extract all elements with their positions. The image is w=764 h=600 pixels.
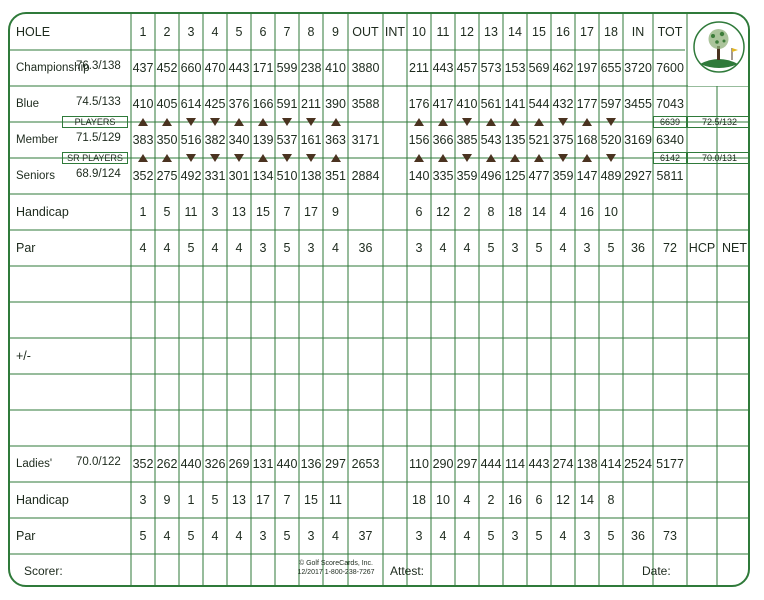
sr-players-combo-up-marker [138, 154, 148, 162]
member-back-value: 520 [600, 133, 622, 147]
sr-players-combo-down-marker [606, 154, 616, 162]
sr-players-combo-up-marker [534, 154, 544, 162]
players-combo-up-marker [258, 118, 268, 126]
ladies-handicap-front-value: 13 [232, 493, 246, 507]
championship-in: 3720 [624, 61, 652, 75]
championship-front-value: 410 [325, 61, 346, 75]
sr-players-combo-up-marker [162, 154, 172, 162]
ladies-front-value: 269 [228, 457, 250, 471]
blue-back-value: 141 [504, 97, 526, 111]
par-back-value: 4 [439, 241, 447, 255]
header-hole-number: 17 [580, 25, 594, 39]
ladies-par-front-value: 5 [139, 529, 147, 543]
sr-players-combo-yards: 6142 [653, 152, 687, 164]
championship-front-value: 238 [300, 61, 322, 75]
handicap-front-value: 11 [184, 205, 198, 219]
header-hole-number: 9 [332, 25, 339, 39]
ladies-front-value: 326 [204, 457, 226, 471]
attest-label: Attest: [390, 564, 425, 578]
blue-front-value: 390 [325, 97, 346, 111]
par-front-value: 3 [307, 241, 315, 255]
ladies-handicap-front-value: 3 [139, 493, 147, 507]
championship-front-value: 443 [228, 61, 250, 75]
header-hole-number: 16 [556, 25, 570, 39]
championship-tot: 7600 [656, 61, 684, 75]
ladies-par-tot: 73 [663, 529, 677, 543]
seniors-front-value: 510 [276, 169, 298, 183]
blue-back-value: 177 [576, 97, 598, 111]
par-row-label: Par [16, 241, 36, 255]
blue-back-value: 544 [528, 97, 550, 111]
header-hole-number: 14 [508, 25, 522, 39]
players-combo-down-marker [606, 118, 616, 126]
players-combo-up-marker [138, 118, 148, 126]
ladies-handicap-back-value: 6 [535, 493, 543, 507]
sr-players-combo-down-marker [210, 154, 220, 162]
member-front-value: 139 [252, 133, 274, 147]
ladies-front-value: 440 [180, 457, 202, 471]
ladies-handicap-back-value: 2 [487, 493, 495, 507]
players-combo-down-marker [462, 118, 472, 126]
ladies-front-value: 352 [132, 457, 154, 471]
par-back-value: 3 [511, 241, 519, 255]
par-front-value: 5 [187, 241, 195, 255]
ladies-front-value: 131 [252, 457, 274, 471]
championship-out: 3880 [351, 61, 380, 75]
par-in: 36 [631, 241, 645, 255]
ladies-par-back-value: 4 [439, 529, 447, 543]
players-combo-up-marker [331, 118, 341, 126]
handicap-front-value: 9 [332, 205, 339, 219]
ladies-back-value: 443 [528, 457, 550, 471]
ladies-par-front-value: 5 [283, 529, 291, 543]
ladies-par-back-value: 4 [463, 529, 471, 543]
par-net: NET [722, 241, 747, 255]
sr-players-combo-up-marker [438, 154, 448, 162]
seniors-back-value: 496 [480, 169, 502, 183]
blue-front-value: 405 [156, 97, 178, 111]
header-tot: TOT [657, 25, 683, 39]
member-back-value: 168 [576, 133, 598, 147]
seniors-front-value: 351 [325, 169, 346, 183]
championship-rating: 76.3/138 [76, 60, 121, 72]
blue-front-value: 211 [301, 97, 321, 111]
ladies-handicap-row-label: Handicap [16, 493, 69, 507]
championship-back-value: 462 [552, 61, 574, 75]
member-front-value: 383 [132, 133, 154, 147]
member-front-value: 382 [204, 133, 226, 147]
handicap-front-value: 7 [283, 205, 291, 219]
seniors-front-value: 301 [228, 169, 250, 183]
seniors-back-value: 335 [432, 169, 454, 183]
seniors-front-value: 138 [300, 169, 322, 183]
handicap-front-value: 1 [139, 205, 147, 219]
par-back-value: 3 [583, 241, 591, 255]
header-hole-number: 15 [532, 25, 546, 39]
ladies-handicap-front-value: 11 [329, 493, 342, 507]
par-hcp: HCP [688, 241, 716, 255]
seniors-front-value: 134 [252, 169, 274, 183]
players-combo-yards: 6639 [653, 116, 687, 128]
header-out: OUT [352, 25, 379, 39]
par-front-value: 4 [332, 241, 339, 255]
header-hole-number: 1 [139, 25, 147, 39]
ladies-back-value: 414 [600, 457, 622, 471]
ladies-par-front-value: 4 [163, 529, 171, 543]
copyright-line-1: © Golf ScoreCards, Inc. [298, 560, 374, 567]
par-front-value: 4 [211, 241, 219, 255]
sr-players-combo-down-marker [282, 154, 292, 162]
par-back-value: 3 [415, 241, 423, 255]
blue-tot: 7043 [656, 97, 684, 111]
players-combo-down-marker [210, 118, 220, 126]
ladies-handicap-back-value: 12 [556, 493, 570, 507]
member-front-value: 363 [325, 133, 346, 147]
member-back-value: 521 [528, 133, 550, 147]
players-combo-up-marker [234, 118, 244, 126]
championship-front-value: 171 [252, 61, 274, 75]
ladies-par-back-value: 5 [487, 529, 495, 543]
header-hole-number: 6 [259, 25, 267, 39]
ladies-par-row-label: Par [16, 529, 36, 543]
blue-in: 3455 [624, 97, 652, 111]
seniors-front-value: 492 [180, 169, 202, 183]
ladies-par-back-value: 5 [607, 529, 615, 543]
handicap-back-value: 4 [559, 205, 567, 219]
par-out: 36 [358, 241, 373, 255]
ladies-handicap-front-value: 5 [211, 493, 219, 507]
blue-back-value: 410 [456, 97, 478, 111]
sr-players-combo-down-marker [558, 154, 568, 162]
championship-back-value: 655 [600, 61, 622, 75]
header-in: IN [631, 25, 645, 39]
ladies-handicap-back-value: 8 [607, 493, 615, 507]
sr-players-combo-up-marker [414, 154, 424, 162]
seniors-back-value: 359 [456, 169, 478, 183]
ladies-handicap-front-value: 7 [283, 493, 291, 507]
blue-front-value: 166 [252, 97, 274, 111]
ladies-handicap-front-value: 15 [304, 493, 318, 507]
players-combo-up-marker [534, 118, 544, 126]
blue-back-value: 432 [552, 97, 574, 111]
seniors-in: 2927 [624, 169, 652, 183]
scorer-label: Scorer: [24, 564, 63, 578]
ladies-par-out: 37 [358, 529, 373, 543]
championship-back-value: 457 [456, 61, 478, 75]
seniors-front-value: 352 [132, 169, 154, 183]
member-out: 3171 [351, 133, 380, 147]
blue-rating: 74.5/133 [76, 96, 121, 108]
header-hole-number: 12 [460, 25, 474, 39]
member-back-value: 135 [504, 133, 526, 147]
seniors-back-value: 359 [552, 169, 574, 183]
par-back-value: 5 [607, 241, 615, 255]
blue-back-value: 561 [480, 97, 502, 111]
seniors-back-value: 147 [576, 169, 598, 183]
ladies-handicap-back-value: 16 [508, 493, 522, 507]
championship-back-value: 211 [409, 61, 429, 75]
seniors-back-value: 489 [600, 169, 622, 183]
handicap-back-value: 16 [580, 205, 594, 219]
sr-players-combo-rating: 70.0/131 [687, 152, 750, 164]
blue-out: 3588 [351, 97, 380, 111]
par-front-value: 4 [139, 241, 147, 255]
ladies-back-value: 110 [409, 457, 429, 471]
member-row-label: Member [16, 134, 59, 146]
handicap-back-value: 18 [508, 205, 522, 219]
seniors-front-value: 331 [204, 169, 226, 183]
member-front-value: 340 [228, 133, 250, 147]
par-back-value: 4 [463, 241, 471, 255]
ladies-row-label: Ladies' [16, 458, 53, 470]
handicap-back-value: 14 [532, 205, 546, 219]
copyright-notice [280, 559, 392, 577]
seniors-row-label: Seniors [16, 170, 55, 182]
blue-front-value: 614 [180, 97, 202, 111]
sr-players-combo-up-marker [582, 154, 592, 162]
sr-players-combo-down-marker [306, 154, 316, 162]
handicap-front-value: 5 [163, 205, 171, 219]
par-front-value: 4 [235, 241, 243, 255]
member-front-value: 161 [300, 133, 322, 147]
header-hole-number: 13 [484, 25, 498, 39]
course-logo [692, 20, 746, 74]
par-back-value: 5 [535, 241, 543, 255]
member-in: 3169 [624, 133, 652, 147]
header-hole-number: 2 [163, 25, 171, 39]
seniors-back-value: 125 [504, 169, 526, 183]
ladies-par-front-value: 5 [187, 529, 195, 543]
ladies-front-value: 136 [300, 457, 322, 471]
ladies-rating: 70.0/122 [76, 456, 121, 468]
ladies-par-front-value: 4 [211, 529, 219, 543]
member-front-value: 350 [156, 133, 178, 147]
ladies-par-back-value: 3 [415, 529, 423, 543]
header-hole-number: 8 [307, 25, 315, 39]
players-combo-up-marker [438, 118, 448, 126]
header-hole-number: 11 [436, 25, 450, 39]
ladies-par-back-value: 3 [583, 529, 591, 543]
seniors-rating: 68.9/124 [76, 168, 121, 180]
blue-front-value: 591 [276, 97, 298, 111]
member-back-value: 156 [408, 133, 430, 147]
seniors-tot: 5811 [656, 169, 684, 183]
handicap-back-value: 2 [463, 205, 471, 219]
blue-front-value: 376 [228, 97, 250, 111]
blue-back-value: 417 [432, 97, 454, 111]
ladies-par-back-value: 5 [535, 529, 543, 543]
ladies-front-value: 297 [325, 457, 346, 471]
championship-back-value: 569 [528, 61, 550, 75]
players-combo-down-marker [282, 118, 292, 126]
handicap-row-label: Handicap [16, 205, 69, 219]
handicap-front-value: 13 [232, 205, 246, 219]
ladies-out: 2653 [351, 457, 380, 471]
copyright-line-2: 12/2017 1-800-238-7267 [297, 569, 375, 576]
seniors-back-value: 477 [528, 169, 550, 183]
seniors-out: 2884 [351, 169, 380, 183]
header-hole-number: 4 [211, 25, 219, 39]
par-front-value: 4 [163, 241, 171, 255]
ladies-handicap-front-value: 1 [187, 493, 195, 507]
handicap-back-value: 8 [487, 205, 495, 219]
plus-minus-row-label: +/- [16, 349, 31, 363]
ladies-back-value: 138 [576, 457, 598, 471]
players-combo-up-marker [486, 118, 496, 126]
ladies-handicap-back-value: 10 [436, 493, 450, 507]
ladies-back-value: 290 [432, 457, 454, 471]
seniors-back-value: 140 [408, 169, 430, 183]
header-hole-label: HOLE [16, 25, 51, 39]
championship-back-value: 573 [480, 61, 502, 75]
ladies-handicap-back-value: 14 [580, 493, 594, 507]
sr-players-combo-down-marker [462, 154, 472, 162]
date-label: Date: [642, 564, 671, 578]
handicap-front-value: 15 [256, 205, 270, 219]
member-back-value: 385 [456, 133, 478, 147]
member-back-value: 543 [480, 133, 502, 147]
players-combo-up-marker [510, 118, 520, 126]
member-front-value: 537 [276, 133, 298, 147]
players-combo-rating: 72.5/132 [687, 116, 750, 128]
ladies-par-in: 36 [631, 529, 645, 543]
header-hole-number: 18 [604, 25, 618, 39]
scorecard [8, 12, 750, 587]
sr-players-combo-up-marker [258, 154, 268, 162]
handicap-front-value: 3 [211, 205, 219, 219]
ladies-back-value: 444 [480, 457, 502, 471]
championship-front-value: 452 [156, 61, 178, 75]
championship-front-value: 660 [180, 61, 202, 75]
ladies-par-front-value: 4 [332, 529, 339, 543]
member-tot: 6340 [656, 133, 684, 147]
ladies-front-value: 262 [156, 457, 178, 471]
member-front-value: 516 [180, 133, 202, 147]
blue-row-label: Blue [16, 98, 40, 110]
players-combo-label: PLAYERS [62, 116, 128, 128]
header-hole-number: 7 [283, 25, 291, 39]
header-hole-number: 5 [235, 25, 243, 39]
header-hole-number: 10 [412, 25, 426, 39]
ladies-par-back-value: 4 [559, 529, 567, 543]
handicap-back-value: 6 [415, 205, 423, 219]
sr-players-combo-label: SR PLAYERS [62, 152, 128, 164]
blue-front-value: 410 [132, 97, 154, 111]
ladies-handicap-front-value: 9 [163, 493, 171, 507]
ladies-back-value: 274 [552, 457, 574, 471]
ladies-front-value: 440 [276, 457, 298, 471]
ladies-back-value: 114 [505, 457, 525, 471]
member-back-value: 375 [552, 133, 574, 147]
championship-front-value: 470 [204, 61, 226, 75]
championship-back-value: 153 [504, 61, 526, 75]
par-back-value: 5 [487, 241, 495, 255]
championship-front-value: 599 [276, 61, 298, 75]
seniors-front-value: 275 [156, 169, 178, 183]
blue-back-value: 176 [408, 97, 430, 111]
players-combo-down-marker [186, 118, 196, 126]
par-front-value: 5 [283, 241, 291, 255]
ladies-par-front-value: 3 [259, 529, 267, 543]
member-back-value: 366 [432, 133, 454, 147]
par-back-value: 4 [559, 241, 567, 255]
championship-row-label: Championship [16, 62, 90, 74]
ladies-tot: 5177 [656, 457, 684, 471]
ladies-handicap-back-value: 4 [463, 493, 471, 507]
ladies-par-front-value: 4 [235, 529, 243, 543]
blue-back-value: 597 [600, 97, 622, 111]
blue-front-value: 425 [204, 97, 226, 111]
ladies-par-front-value: 3 [307, 529, 315, 543]
handicap-back-value: 12 [436, 205, 450, 219]
players-combo-up-marker [582, 118, 592, 126]
players-combo-down-marker [558, 118, 568, 126]
sr-players-combo-up-marker [331, 154, 341, 162]
players-combo-down-marker [306, 118, 316, 126]
handicap-front-value: 17 [304, 205, 318, 219]
ladies-par-back-value: 3 [511, 529, 519, 543]
championship-back-value: 443 [432, 61, 454, 75]
sr-players-combo-up-marker [510, 154, 520, 162]
ladies-handicap-front-value: 17 [256, 493, 270, 507]
players-combo-up-marker [162, 118, 172, 126]
sr-players-combo-down-marker [186, 154, 196, 162]
par-front-value: 3 [259, 241, 267, 255]
championship-front-value: 437 [132, 61, 154, 75]
header-hole-number: 3 [187, 25, 195, 39]
sr-players-combo-up-marker [486, 154, 496, 162]
sr-players-combo-down-marker [234, 154, 244, 162]
championship-back-value: 197 [576, 61, 598, 75]
member-rating: 71.5/129 [76, 132, 121, 144]
ladies-handicap-back-value: 18 [412, 493, 426, 507]
par-tot: 72 [663, 241, 677, 255]
header-int: INT [384, 25, 406, 39]
ladies-in: 2524 [624, 457, 652, 471]
handicap-back-value: 10 [604, 205, 618, 219]
players-combo-up-marker [414, 118, 424, 126]
ladies-back-value: 297 [456, 457, 478, 471]
